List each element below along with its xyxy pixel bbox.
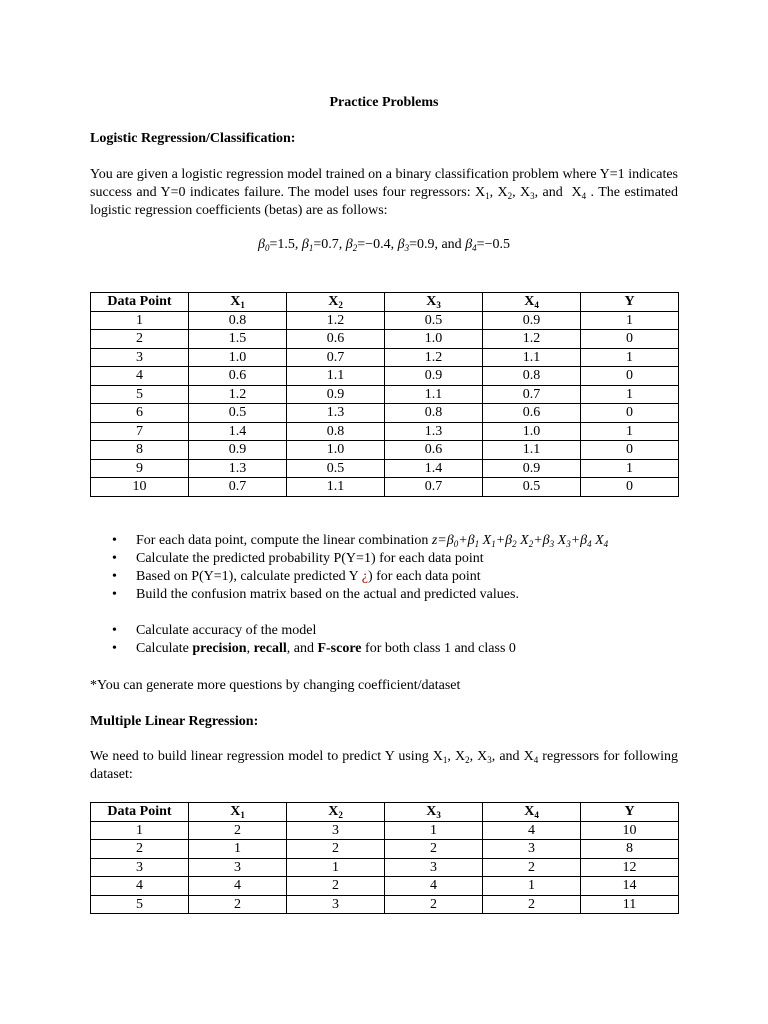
task-list-2 <box>90 622 710 658</box>
coefficient-equation: $\beta_0=1.5$, $\beta_1=0.7$, $\beta_2=-0.4$, $\beta_3=0.9$, and $\beta_4=-0.5$ <box>258 237 510 253</box>
table-cell: 2 <box>385 840 483 859</box>
table-cell: 0.5 <box>385 311 483 330</box>
table-row <box>91 422 679 441</box>
table-cell: 0.9 <box>189 441 287 460</box>
table-cell: 0.9 <box>385 367 483 386</box>
list-item: • For each data point, compute the linear combination $z=\beta_0+\beta_1$ $X_1+\beta_2$ $X_2+\beta_3$ $X_3+\beta_4$ $X_4$ <box>90 532 710 550</box>
column-header: $X_2$ <box>287 803 385 822</box>
table-cell: 2 <box>91 840 189 859</box>
table-cell: 0.9 <box>287 385 385 404</box>
note-text: *You can generate more questions by changing coefficient/dataset <box>90 678 461 693</box>
table-row <box>91 478 679 497</box>
table-cell: 9 <box>91 459 189 478</box>
list-item: • Calculate precision, recall, and F-score for both class 1 and class 0 <box>90 640 710 658</box>
table-cell: 1.2 <box>287 311 385 330</box>
table-row <box>91 895 679 914</box>
table-cell: 1.0 <box>189 348 287 367</box>
table-cell: 0.5 <box>287 459 385 478</box>
list-item: • Based on P(Y=1), calculate predicted Y ¿) for each data point <box>90 568 710 586</box>
table-cell: 4 <box>91 367 189 386</box>
table-cell: 8 <box>91 441 189 460</box>
table-cell: 0.7 <box>483 385 581 404</box>
table-row <box>91 821 679 840</box>
table-cell: 1.5 <box>189 330 287 349</box>
table-cell: 0.6 <box>287 330 385 349</box>
table-cell: 0.6 <box>483 404 581 423</box>
table-row <box>91 404 679 423</box>
table-cell: 2 <box>91 330 189 349</box>
table-cell: 0.9 <box>483 459 581 478</box>
table-cell: 7 <box>91 422 189 441</box>
table-cell: 0.5 <box>189 404 287 423</box>
table-cell: 2 <box>385 895 483 914</box>
table-cell: 1.0 <box>483 422 581 441</box>
table-cell: 1 <box>483 877 581 896</box>
table-cell: 0.8 <box>287 422 385 441</box>
column-header: $X_4$ <box>483 293 581 312</box>
column-header: $X_1$ <box>189 803 287 822</box>
table-row <box>91 441 679 460</box>
table-cell: 0.7 <box>189 478 287 497</box>
table-cell: 5 <box>91 895 189 914</box>
table-cell: 2 <box>287 840 385 859</box>
table-row <box>91 840 679 859</box>
table-cell: 4 <box>189 877 287 896</box>
table-row <box>91 311 679 330</box>
table-cell: 2 <box>483 895 581 914</box>
table-cell: 3 <box>287 821 385 840</box>
table-row <box>91 367 679 386</box>
table-cell: 5 <box>91 385 189 404</box>
column-header: $X_3$ <box>385 293 483 312</box>
table-cell: 3 <box>385 858 483 877</box>
column-header: Y <box>581 293 679 312</box>
column-header: $X_4$ <box>483 803 581 822</box>
table-header-row <box>91 803 679 822</box>
table-cell: 1 <box>385 821 483 840</box>
table-cell: 4 <box>91 877 189 896</box>
table-cell: 1.2 <box>385 348 483 367</box>
table-cell: 0.6 <box>189 367 287 386</box>
table-cell: 0.7 <box>287 348 385 367</box>
table-cell: 0 <box>581 367 679 386</box>
table-cell: 1.1 <box>287 367 385 386</box>
list-item: • Build the confusion matrix based on the actual and predicted values. <box>90 586 710 604</box>
table-header-row <box>91 293 679 312</box>
table-cell: 1 <box>581 422 679 441</box>
column-header: $X_1$ <box>189 293 287 312</box>
page-title: Practice Problems <box>329 95 439 110</box>
table-cell: 3 <box>91 858 189 877</box>
table-cell: 2 <box>287 877 385 896</box>
column-header: Data Point <box>91 293 189 312</box>
table-cell: 10 <box>581 821 679 840</box>
table-cell: 1 <box>91 821 189 840</box>
table-cell: 1.1 <box>287 478 385 497</box>
table-cell: 1.1 <box>483 441 581 460</box>
table-cell: 4 <box>385 877 483 896</box>
table-row <box>91 858 679 877</box>
table-cell: 1.4 <box>385 459 483 478</box>
table-cell: 0.8 <box>385 404 483 423</box>
table-cell: 1 <box>91 311 189 330</box>
logistic-intro: You are given a logistic regression model trained on a binary classification problem where Y=1 indicates success and Y=0 indicates failure. The model uses four regressors: $X_1$, $X_2$, $X_3$, and $X_4$ . The estimated logistic regression coefficients (betas) are as follows: <box>90 167 679 218</box>
column-header: $X_2$ <box>287 293 385 312</box>
table-cell: 8 <box>581 840 679 859</box>
logistic-heading: Logistic Regression/Classification: <box>90 131 296 146</box>
table-cell: 0 <box>581 478 679 497</box>
table-cell: 1 <box>287 858 385 877</box>
table-cell: 0.5 <box>483 478 581 497</box>
table-cell: 0.9 <box>483 311 581 330</box>
table-cell: 14 <box>581 877 679 896</box>
table-cell: 1.1 <box>385 385 483 404</box>
table-cell: 12 <box>581 858 679 877</box>
table-cell: 3 <box>483 840 581 859</box>
table-cell: 1.2 <box>189 385 287 404</box>
column-header: $X_3$ <box>385 803 483 822</box>
table-cell: 4 <box>483 821 581 840</box>
table-cell: 1 <box>189 840 287 859</box>
table-cell: 1.0 <box>385 330 483 349</box>
table-cell: 0 <box>581 330 679 349</box>
linear-heading: Multiple Linear Regression: <box>90 714 259 729</box>
table-cell: 1.4 <box>189 422 287 441</box>
table-row <box>91 459 679 478</box>
table-cell: 1 <box>581 385 679 404</box>
table-row <box>91 330 679 349</box>
logistic-data-table <box>90 292 679 497</box>
table-cell: 1.2 <box>483 330 581 349</box>
table-cell: 1.0 <box>287 441 385 460</box>
task-list-1 <box>90 532 710 604</box>
table-cell: 3 <box>91 348 189 367</box>
table-cell: 1.1 <box>483 348 581 367</box>
table-cell: 3 <box>189 858 287 877</box>
table-cell: 0.8 <box>483 367 581 386</box>
list-item: • Calculate accuracy of the model <box>90 622 710 640</box>
list-item: • Calculate the predicted probability P(Y=1) for each data point <box>90 550 710 568</box>
table-row <box>91 348 679 367</box>
column-header: Y <box>581 803 679 822</box>
table-cell: 0 <box>581 441 679 460</box>
table-cell: 1.3 <box>189 459 287 478</box>
table-cell: 1 <box>581 311 679 330</box>
table-row <box>91 877 679 896</box>
table-cell: 2 <box>189 895 287 914</box>
table-cell: 0.8 <box>189 311 287 330</box>
table-cell: 3 <box>287 895 385 914</box>
table-cell: 0 <box>581 404 679 423</box>
table-cell: 11 <box>581 895 679 914</box>
column-header: Data Point <box>91 803 189 822</box>
table-cell: 10 <box>91 478 189 497</box>
table-row <box>91 385 679 404</box>
table-cell: 1 <box>581 348 679 367</box>
table-cell: 1 <box>581 459 679 478</box>
table-cell: 1.3 <box>287 404 385 423</box>
table-cell: 0.7 <box>385 478 483 497</box>
linear-intro: We need to build linear regression model to predict Y using $X_1$, $X_2$, $X_3$, and $X_4$ regressors for following dataset: <box>90 749 678 782</box>
table-cell: 2 <box>189 821 287 840</box>
table-cell: 6 <box>91 404 189 423</box>
linear-data-table <box>90 802 679 914</box>
table-cell: 1.3 <box>385 422 483 441</box>
table-cell: 2 <box>483 858 581 877</box>
table-cell: 0.6 <box>385 441 483 460</box>
